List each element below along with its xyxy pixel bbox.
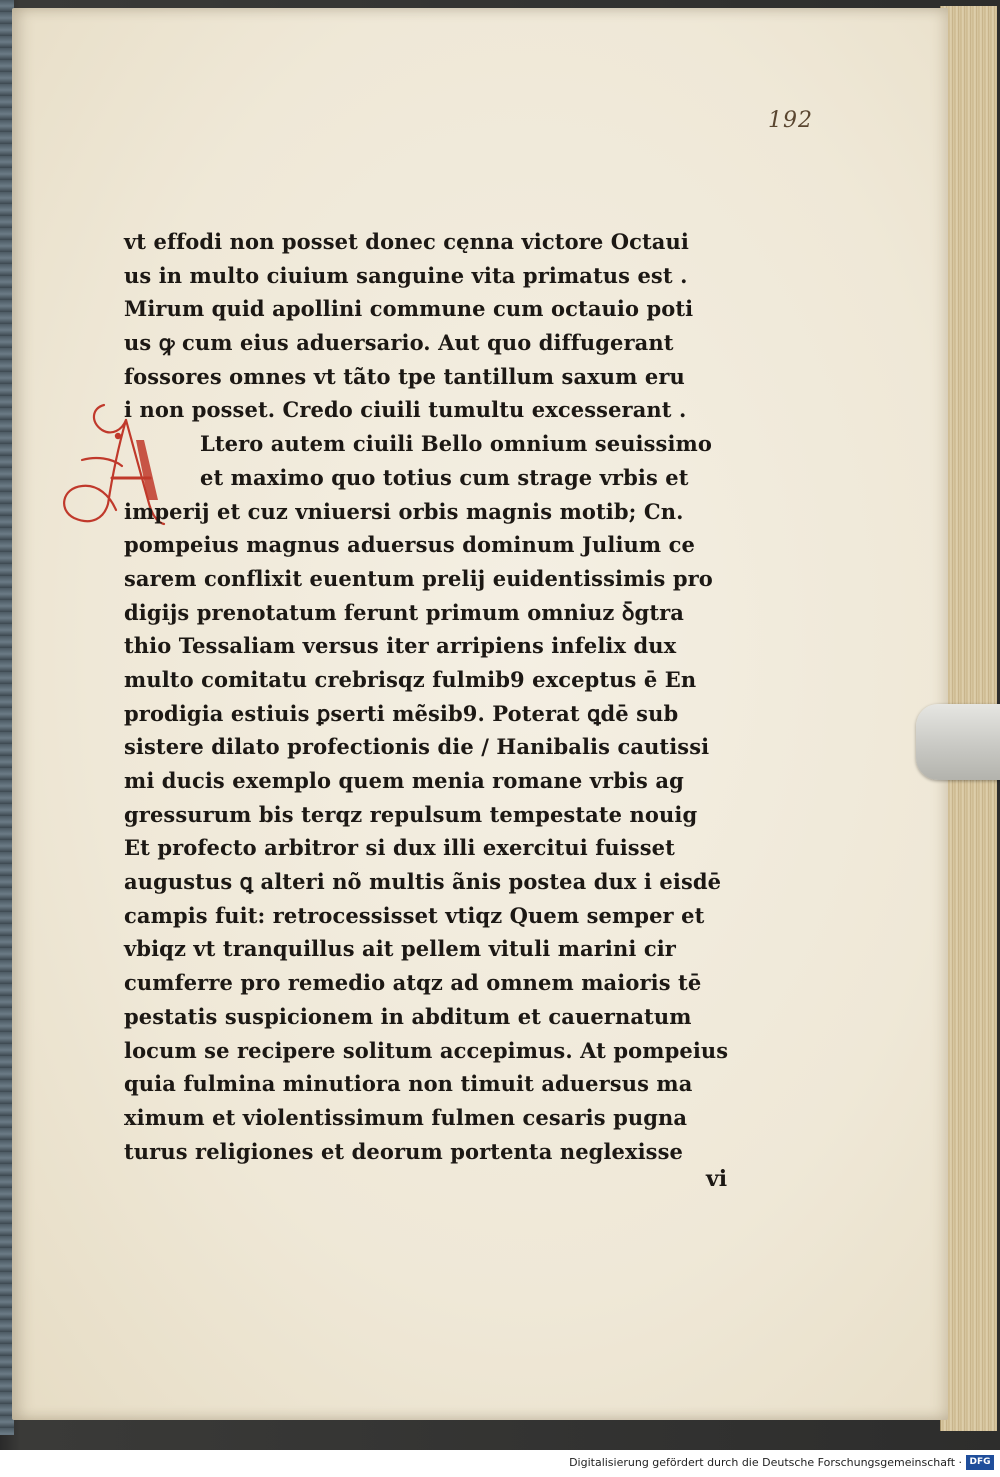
initial-dot bbox=[115, 433, 121, 439]
text-line: pompeius magnus aduersus dominum Julium ce bbox=[124, 532, 695, 558]
dfg-logo: DFG bbox=[966, 1455, 994, 1470]
text-line: augustus ꝗ alteri nõ multis ãnis postea dux i eisdē bbox=[124, 869, 722, 895]
folio-number: 192 bbox=[768, 108, 813, 133]
text-line: us in multo ciuium sanguine vita primatus est . bbox=[124, 262, 688, 288]
text-line: turus religiones et deorum portenta neglexisse bbox=[124, 1138, 683, 1164]
text-line: et maximo quo totius cum strage vrbis et bbox=[200, 464, 689, 490]
main-text-block bbox=[124, 225, 744, 1168]
text-line: thio Tessaliam versus iter arripiens infelix dux bbox=[124, 633, 677, 659]
text-line: pestatis suspicionem in abditum et cauernatum bbox=[124, 1003, 692, 1029]
book-clasp bbox=[916, 704, 1000, 780]
text-line: us ꝙ cum eius aduersario. Aut quo diffugerant bbox=[124, 330, 674, 356]
text-line: i non posset. Credo ciuili tumultu excesserant . bbox=[124, 397, 687, 423]
text-line: prodigia estiuis ꝑserti mẽsib9. Poterat ꝗdē sub bbox=[124, 700, 679, 726]
funding-credit: Digitalisierung gefördert durch die Deutsche Forschungsgemeinschaft · bbox=[569, 1456, 962, 1469]
text-line: gressurum bis terqz repulsum tempestate nouig bbox=[124, 801, 698, 827]
text-line: sarem conflixit euentum prelij euidentissimis pro bbox=[124, 565, 713, 591]
text-line: digijs prenotatum ferunt primum omniuz ꝺ̄gtra bbox=[124, 599, 685, 625]
text-line: cumferre pro remedio atqz ad omnem maioris tē bbox=[124, 970, 702, 996]
text-line: multo comitatu crebrisqz fulmib9 exceptus ē En bbox=[124, 666, 697, 692]
text-line: campis fuit: retrocessisset vtiqz Quem semper et bbox=[124, 902, 705, 928]
text-line: sistere dilato profectionis die / Hanibalis cautissi bbox=[124, 734, 710, 760]
text-line: imperij et cuz vniuersi orbis magnis motib; Cn. bbox=[124, 498, 684, 524]
text-line: Mirum quid apollini commune cum octauio poti bbox=[124, 296, 694, 322]
footer-bar bbox=[0, 1450, 1000, 1477]
text-line: Ltero autem ciuili Bello omnium seuissimo bbox=[200, 431, 712, 457]
text-line: quia fulmina minutiora non timuit aduersus ma bbox=[124, 1071, 693, 1097]
text-line: ximum et violentissimum fulmen cesaris pugna bbox=[124, 1104, 688, 1130]
text-line: vbiqz vt tranquillus ait pellem vituli marini cir bbox=[124, 936, 676, 962]
catchword: vi bbox=[706, 1166, 728, 1192]
text-line: Et profecto arbitror si dux illi exercitui fuisset bbox=[124, 835, 675, 861]
text-line: vt effodi non posset donec cęnna victore Octaui bbox=[124, 229, 689, 254]
text-line: mi ducis exemplo quem menia romane vrbis ag bbox=[124, 768, 684, 793]
text-line: locum se recipere solitum accepimus. At pompeius bbox=[124, 1037, 729, 1063]
text-line: fossores omnes vt tãto tpe tantillum saxum eru bbox=[124, 363, 685, 389]
